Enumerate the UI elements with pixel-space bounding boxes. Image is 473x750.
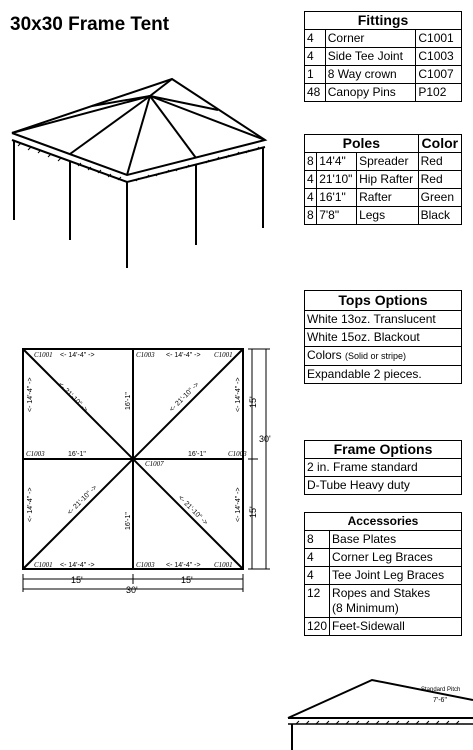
table-row (305, 618, 462, 636)
tent-perspective-drawing (12, 79, 265, 268)
plan-half-label: 15' (71, 575, 83, 585)
fitting-qty: 4 (305, 30, 326, 48)
frame-options-header: Frame Options (305, 441, 462, 459)
table-row (305, 549, 462, 567)
plan-half-label: 15' (181, 575, 193, 585)
plan-hip-label: <- 21'-10" -> (168, 381, 201, 414)
fitting-code: C1001 (416, 30, 462, 48)
accessory-name (330, 585, 462, 618)
plan-hip-label: <- 21'-10" -> (66, 484, 99, 517)
plan-crown-code: C1007 (145, 460, 164, 468)
poles-header: Poles (305, 135, 419, 153)
tops-option (305, 347, 462, 366)
table-row (305, 189, 462, 207)
fitting-code: C1003 (416, 48, 462, 66)
page-title: 30x30 Frame Tent (10, 14, 170, 35)
accessory-qty: 8 (305, 531, 330, 549)
table-row (305, 459, 462, 477)
plan-hip-label: <- 21'-10" -> (176, 494, 209, 527)
plan-half-label: 15' (248, 396, 258, 408)
plan-spreader-vert-label: <- 14'-4" -> (27, 377, 34, 412)
plan-corner-code: C1001 (214, 351, 233, 359)
pole-color: Red (418, 171, 461, 189)
accessory-name: Tee Joint Leg Braces (330, 567, 462, 585)
table-row (305, 311, 462, 329)
pole-color: Black (418, 207, 461, 225)
fitting-name: Corner (325, 30, 416, 48)
accessory-qty: 4 (305, 567, 330, 585)
table-row (305, 153, 462, 171)
table-row (305, 48, 462, 66)
accessory-qty: 120 (305, 618, 330, 636)
plan-tee-code: C1003 (228, 450, 247, 458)
plan-corner-code: C1001 (34, 351, 53, 359)
plan-tee-code: C1003 (136, 351, 155, 359)
tops-header: Tops Options (305, 291, 462, 311)
plan-hip-label: <- 21'-10" -> (56, 381, 89, 414)
poles-color-header: Color (418, 135, 461, 153)
table-row (305, 207, 462, 225)
accessories-table (304, 512, 462, 636)
elevation-height-label: 7'-6" (433, 697, 447, 704)
table-row (305, 531, 462, 549)
plan-rafter-label: 16'-1" (188, 451, 206, 458)
plan-spreader-label: <- 14'-4" -> (60, 352, 95, 359)
plan-rafter-label: 16'-1" (68, 451, 86, 458)
table-row (305, 567, 462, 585)
fittings-table (304, 11, 462, 102)
plan-spreader-vert-label: <- 14'-4" -> (27, 487, 34, 522)
frame-option: 2 in. Frame standard (305, 459, 462, 477)
pole-color: Red (418, 153, 461, 171)
tops-option-colors: Colors (307, 348, 342, 362)
pole-color: Green (418, 189, 461, 207)
plan-spreader-label: <- 14'-4" -> (60, 562, 95, 569)
tops-option: White 13oz. Translucent (305, 311, 462, 329)
table-row (305, 585, 462, 618)
plan-spreader-vert-label: <- 14'-4" -> (235, 377, 242, 412)
plan-tee-code: C1003 (136, 561, 155, 569)
fitting-code: P102 (416, 84, 462, 102)
pole-length: 14'4" (317, 153, 357, 171)
tent-elevation-drawing (288, 680, 473, 750)
plan-half-label: 15' (248, 506, 258, 518)
table-row (305, 171, 462, 189)
table-row (305, 84, 462, 102)
tops-option: White 15oz. Blackout (305, 329, 462, 347)
tops-options-table (304, 290, 462, 384)
fitting-name: Side Tee Joint (325, 48, 416, 66)
table-row (305, 66, 462, 84)
table-row (305, 329, 462, 347)
pole-name: Legs (357, 207, 419, 225)
accessory-note: (8 Minimum) (332, 601, 399, 615)
pole-qty: 8 (305, 153, 317, 171)
accessory-name: Base Plates (330, 531, 462, 549)
accessories-header: Accessories (305, 513, 462, 531)
plan-spreader-vert-label: <- 14'-4" -> (235, 487, 242, 522)
pole-qty: 4 (305, 171, 317, 189)
tops-option-colors-note: (Solid or stripe) (345, 351, 407, 361)
pole-length: 7'8" (317, 207, 357, 225)
pole-name: Rafter (357, 189, 419, 207)
plan-total-label: 30' (126, 585, 138, 595)
accessory-name: Corner Leg Braces (330, 549, 462, 567)
pole-qty: 4 (305, 189, 317, 207)
plan-rafter-label: 16'-1" (125, 392, 132, 410)
accessory-qty: 4 (305, 549, 330, 567)
pole-length: 21'10" (317, 171, 357, 189)
table-row (305, 30, 462, 48)
pole-name: Hip Rafter (357, 171, 419, 189)
plan-total-label: 30' (259, 434, 271, 444)
fitting-qty: 48 (305, 84, 326, 102)
plan-tee-code: C1003 (26, 450, 45, 458)
accessory-name-text: Ropes and Stakes (332, 586, 431, 600)
table-row (305, 347, 462, 366)
plan-corner-code: C1001 (214, 561, 233, 569)
tent-plan-drawing (23, 349, 271, 595)
plan-spreader-label: <- 14'-4" -> (166, 562, 201, 569)
fitting-name: Canopy Pins (325, 84, 416, 102)
plan-spreader-label: <- 14'-4" -> (166, 352, 201, 359)
accessory-qty: 12 (305, 585, 330, 618)
pole-qty: 8 (305, 207, 317, 225)
fitting-qty: 1 (305, 66, 326, 84)
poles-table (304, 134, 462, 225)
elevation-pitch-label: Standard Pitch (421, 687, 461, 693)
table-row (305, 366, 462, 384)
accessory-name: Feet-Sidewall (330, 618, 462, 636)
fittings-header: Fittings (305, 12, 462, 30)
frame-options-table (304, 440, 462, 495)
fitting-qty: 4 (305, 48, 326, 66)
table-row (305, 477, 462, 495)
tops-option: Expandable 2 pieces. (305, 366, 462, 384)
pole-length: 16'1" (317, 189, 357, 207)
plan-corner-code: C1001 (34, 561, 53, 569)
pole-name: Spreader (357, 153, 419, 171)
frame-option: D-Tube Heavy duty (305, 477, 462, 495)
fitting-name: 8 Way crown (325, 66, 416, 84)
plan-rafter-label: 16'-1" (125, 512, 132, 530)
fitting-code: C1007 (416, 66, 462, 84)
